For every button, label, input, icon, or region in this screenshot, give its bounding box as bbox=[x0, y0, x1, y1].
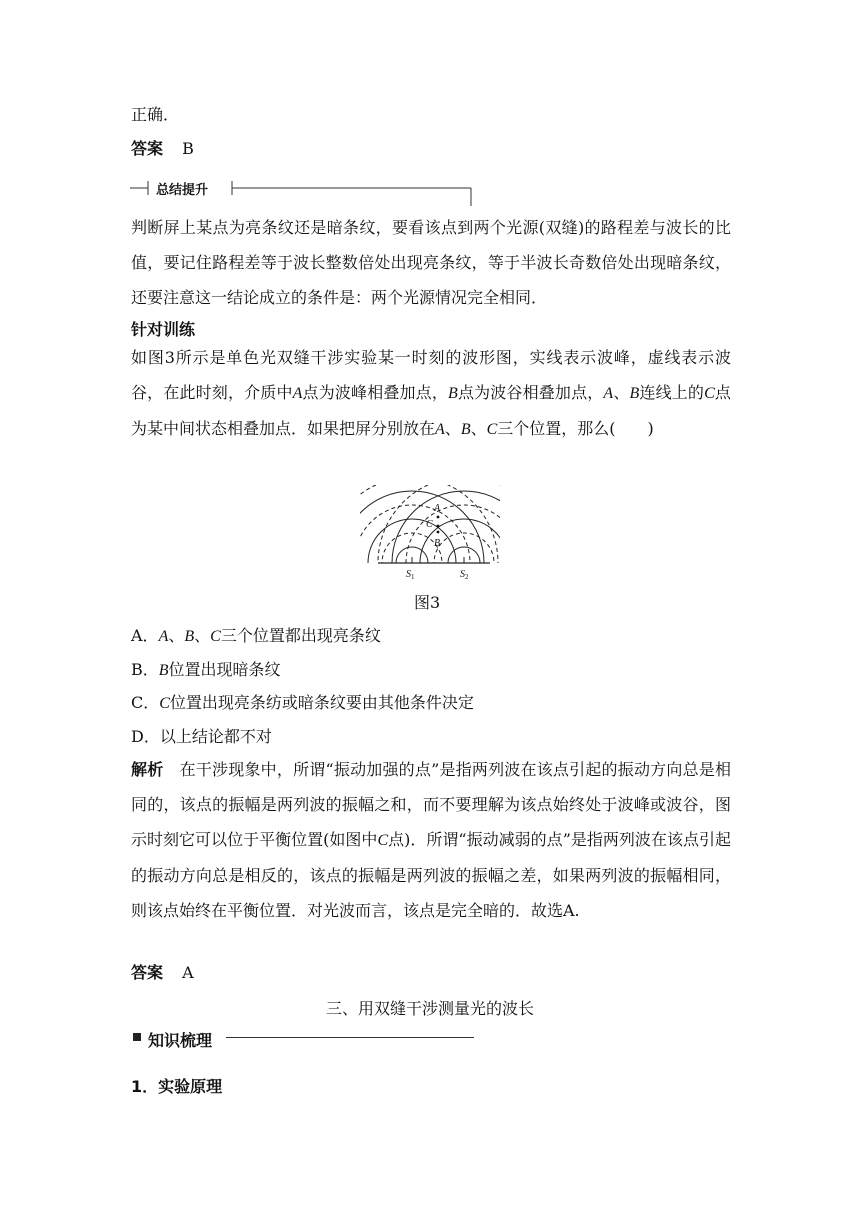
label-B: B bbox=[434, 538, 441, 549]
analysis-text bbox=[131, 752, 731, 928]
option-text: 以上结论都不对 bbox=[159, 727, 272, 746]
option-d bbox=[131, 727, 272, 747]
q-var: B bbox=[629, 385, 640, 402]
option-text: 位置出现暗条纹 bbox=[168, 660, 281, 679]
option-c bbox=[131, 693, 474, 714]
heading-rule bbox=[226, 1037, 474, 1038]
q-text: 三个位置，那么( ) bbox=[497, 419, 654, 438]
wave-trough-arc bbox=[406, 505, 500, 585]
q-text: 如图3所示是单色光双缝干涉实验某一时刻的波形图，实线表示波峰，虚线表示波谷，在此时刻，介质中 bbox=[131, 348, 731, 402]
label-S2: $S_2$ bbox=[460, 569, 469, 581]
answer-label: 答案 bbox=[131, 963, 164, 982]
q-var: A bbox=[435, 421, 445, 438]
label-A: A bbox=[434, 503, 441, 514]
section-title: 三、用双缝干涉测量光的波长 bbox=[325, 999, 534, 1018]
q-var: B bbox=[448, 385, 458, 402]
item-1: 1．实验原理 bbox=[131, 1077, 223, 1096]
training-question bbox=[131, 340, 731, 447]
training-label: 针对训练 bbox=[131, 320, 196, 339]
q-var: B bbox=[158, 662, 169, 679]
wave-trough-arc bbox=[378, 485, 500, 585]
figure-caption: 图3 bbox=[414, 593, 441, 612]
summary-text: 判断屏上某点为亮条纹还是暗条纹，要看该点到两个光源(双缝)的路程差与波长的比值，要记住路程差等于波长整数倍处出现亮条纹，等于半波长奇数倍处出现暗条纹，还要注意这一结论成立的条件是：两个光源情况完全相同． bbox=[131, 218, 731, 307]
answer-value: A bbox=[182, 963, 194, 982]
q-text: 、 bbox=[613, 383, 630, 402]
summary-title: 总结提升 bbox=[152, 179, 212, 198]
option-text: 位置出现亮条纺或暗条纹要由其他条件决定 bbox=[169, 693, 474, 712]
answer-label: 答案 bbox=[131, 139, 164, 158]
q-var: C bbox=[159, 695, 170, 712]
option-letter: D． bbox=[131, 727, 160, 746]
label-S1: $S_1$ bbox=[406, 569, 415, 581]
knowledge-label: 知识梳理 bbox=[148, 1031, 213, 1050]
q-var: C bbox=[704, 385, 715, 402]
interference-figure bbox=[360, 485, 500, 585]
answer-1 bbox=[131, 139, 194, 159]
analysis-label: 解析 bbox=[131, 760, 164, 779]
q-var: C bbox=[377, 832, 389, 849]
answer-value: B bbox=[182, 139, 194, 158]
q-text: 点为某中间状态相叠加点．如果把屏分别放在 bbox=[131, 383, 731, 438]
wave-trough-arc bbox=[360, 505, 470, 585]
q-text: 连线上的 bbox=[639, 383, 705, 402]
option-text: 、 bbox=[194, 626, 211, 645]
option-text: 、 bbox=[168, 626, 185, 645]
square-bullet-icon bbox=[133, 1033, 141, 1041]
q-var: B bbox=[460, 421, 471, 438]
continuation-line: 正确． bbox=[131, 105, 180, 124]
q-var: A bbox=[603, 385, 614, 402]
q-var: C bbox=[210, 628, 221, 645]
option-letter: B． bbox=[131, 660, 159, 679]
label-C: C bbox=[426, 519, 433, 530]
q-text: 点为波谷相叠加点， bbox=[457, 383, 604, 402]
option-text: 三个位置都出现亮条纹 bbox=[220, 626, 381, 645]
q-text: 点为波峰相叠加点， bbox=[302, 383, 448, 402]
q-var: C bbox=[486, 421, 498, 438]
option-letter: A． bbox=[131, 626, 159, 645]
q-text: 、 bbox=[444, 419, 461, 438]
analysis-part: 点)．所谓“振动减弱的点”是指两列波在该点引起的振动方向总是相反的，该点的振幅是两列波的振幅之差，如果两列波的振幅相同，则该点始终在平衡位置．对光波而言，该点是完全暗的．故选A. bbox=[131, 830, 731, 920]
option-b bbox=[131, 660, 281, 681]
answer-2 bbox=[131, 963, 194, 983]
option-letter: C． bbox=[131, 693, 160, 712]
q-var: A bbox=[292, 385, 303, 402]
option-a bbox=[131, 626, 381, 647]
q-var: B bbox=[184, 628, 195, 645]
point-dot bbox=[437, 525, 440, 528]
q-text: 、 bbox=[470, 419, 487, 438]
q-var: A bbox=[158, 628, 169, 645]
analysis-part: 在干涉现象中，所谓“振动加强的点”是指两列波在该点引起的振动方向总是相同的，该点的振幅是两列波的振幅之和，而不要理解为该点始终处于波峰或波谷，图示时刻它可以位于平衡位置(如图中 bbox=[131, 760, 731, 849]
point-dot bbox=[437, 531, 440, 534]
point-dot bbox=[437, 516, 440, 519]
